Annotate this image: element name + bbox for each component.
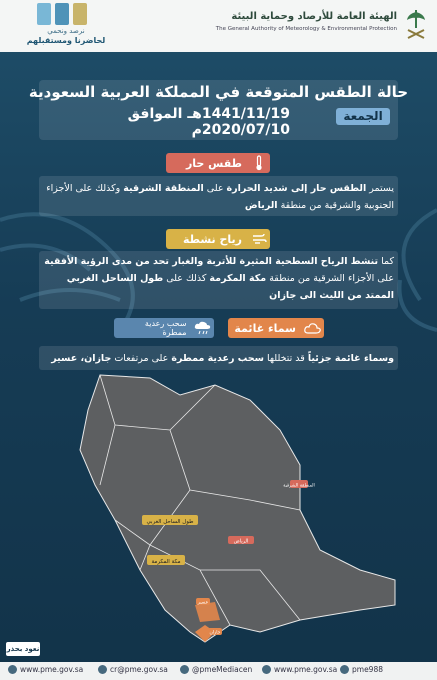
day-badge: الجمعة — [336, 108, 390, 125]
map-land — [80, 375, 395, 642]
map-label-asir — [196, 598, 210, 606]
wind-icon — [248, 229, 270, 249]
email-icon — [98, 665, 107, 674]
globe-icon — [8, 665, 17, 674]
hot-weather-badge — [166, 153, 270, 173]
map-label-makkah — [147, 555, 185, 565]
vision-line1: نرصد ونحمي — [47, 27, 85, 35]
footer-email[interactable]: cr@pme.gov.sa — [98, 665, 168, 674]
footer-twitter[interactable]: @pmeMediacen — [180, 665, 252, 674]
storm-label: سحب رعدية ممطرة — [144, 319, 187, 337]
cloud-icon — [302, 318, 324, 338]
map-label-west-coast — [142, 515, 198, 525]
svg-text:المنطقة الشرقية: المنطقة الشرقية — [283, 483, 315, 489]
cloudy-text: وسماء غائمة جزئياً قد تتخللها سحب رعدية ممطرة على مرتفعات جازان، عسير — [51, 353, 394, 364]
header-bar — [0, 0, 437, 52]
svg-text:عسير: عسير — [197, 600, 209, 606]
map-label-riyadh — [228, 536, 254, 545]
globe-icon — [262, 665, 271, 674]
footer-snapchat[interactable]: pme988 — [340, 665, 383, 674]
hot-weather-text: يستمر الطقس حار إلى شديد الحرارة على المنطقة الشرقية وكذلك على الأجزاء الجنوبية والشرقية من منطقة الرياض — [46, 183, 394, 211]
vision-logo — [6, 3, 126, 49]
snapchat-icon — [340, 665, 349, 674]
org-name-ar: الهيئة العامة للأرصاد وحماية البيئة — [231, 11, 397, 22]
org-name-en: The General Authority of Meteorology & Environmental Protection — [215, 26, 397, 32]
wind-badge — [166, 229, 270, 249]
svg-text:طول الساحل الغربي: طول الساحل الغربي — [146, 519, 194, 525]
thermometer-icon — [248, 153, 270, 173]
svg-text:جازان: جازان — [209, 630, 221, 636]
cloudy-badge — [228, 318, 324, 338]
svg-text:مكة المكرمة: مكة المكرمة — [151, 559, 181, 565]
vision-line2: لحاضرنا ومستقبلهم — [26, 36, 106, 45]
storm-cloud-icon — [193, 318, 214, 338]
footer-bar — [0, 662, 437, 680]
wind-text: كما تنشط الرياح السطحية المثيرة للأتربة والغبار تحد من مدى الرؤية الأفقية على الأجزاء الشرقية من منطقة مكة المكرمة كذلك على طول الساحل الغربي الممتد من الليث الى جازان — [44, 256, 394, 301]
wind-label: رياح نشطة — [182, 232, 242, 246]
footer-website2[interactable]: www.pme.gov.sa — [262, 665, 337, 674]
storm-badge — [114, 318, 214, 338]
twitter-icon — [180, 665, 189, 674]
map-label-jazan — [208, 628, 222, 636]
page-title: حالة الطقس المتوقعة في المملكة العربية السعودية — [28, 83, 409, 101]
cloudy-label: سماء غائمة — [234, 321, 296, 335]
date-line: 1441/11/19هـ الموافق 2020/07/10م — [127, 106, 290, 138]
back-cautiously-badge: نعود بحذر — [6, 642, 40, 656]
hot-weather-label: طقس حار — [185, 156, 242, 170]
saudi-emblem-icon — [403, 8, 429, 42]
footer-website[interactable]: www.pme.gov.sa — [8, 665, 83, 674]
svg-text:الرياض: الرياض — [233, 538, 249, 545]
saudi-map — [0, 370, 437, 650]
